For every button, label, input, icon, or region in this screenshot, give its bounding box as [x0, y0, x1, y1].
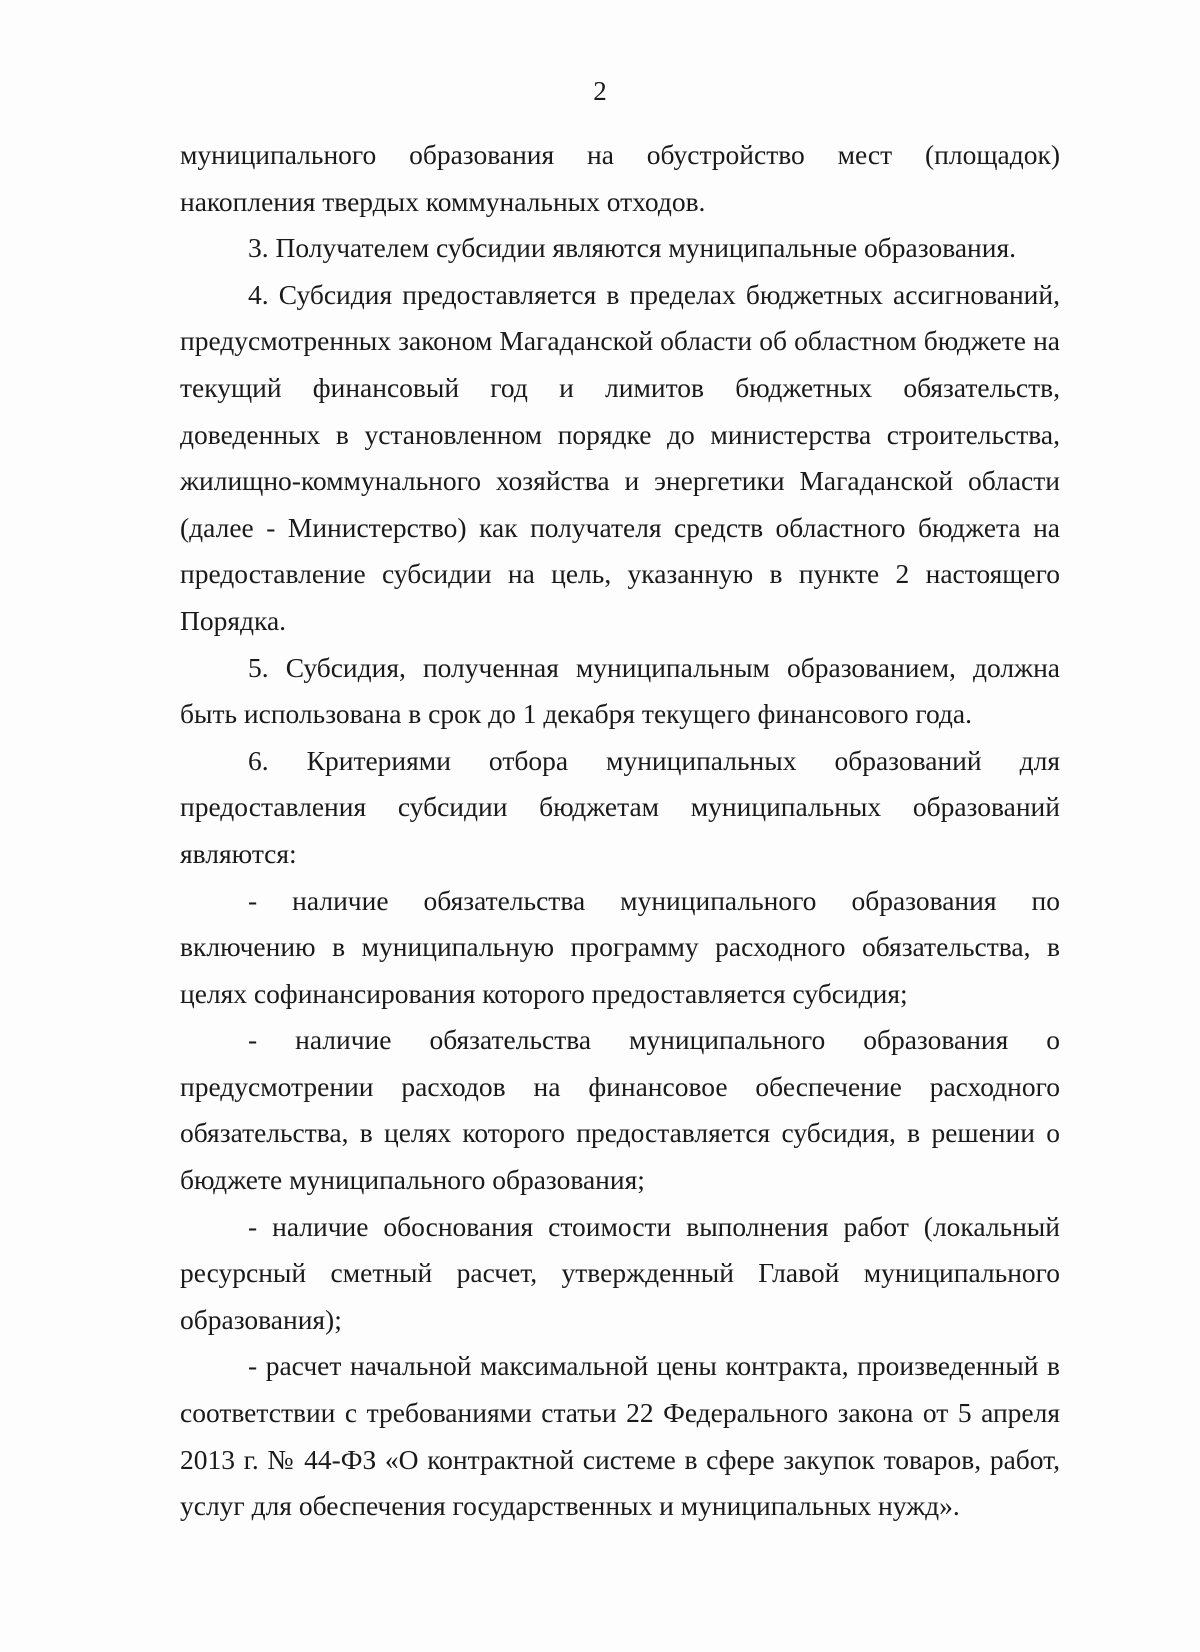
paragraph-item-5: 5. Субсидия, полученная муниципальным образованием, должна быть использована в срок до 1 декабря текущего финансового года.	[180, 651, 1060, 730]
paragraph-item-4: 4. Субсидия предоставляется в пределах бюджетных ассигнований, предусмотренных законом Магаданской области об областном бюджете на текущий финансовый год и лимитов бюджетных обязательств, доведенных в установленном порядке до министерства строительства, жилищно-коммунального хозяйства и энергетики Магаданской области (далее - Министерство) как получателя средств областного бюджета на предоставление субсидии на цель, указанную в пункте 2 настоящего Порядка.	[180, 278, 1060, 636]
paragraph-item-6: 6. Критериями отбора муниципальных образований для предоставления субсидии бюджетам муниципальных образований являются:	[180, 744, 1060, 869]
document-body	[180, 132, 1060, 1530]
paragraph-continuation: муниципального образования на обустройство мест (площадок) накопления твердых коммунальных отходов.	[180, 139, 1060, 217]
page-number: 2	[593, 76, 607, 106]
criterion-contract-price: - расчет начальной максимальной цены контракта, произведенный в соответствии с требованиями статьи 22 Федерального закона от 5 апреля 2013 г. № 44-ФЗ «О контрактной системе в сфере закупок товаров, работ, услуг для обеспечения государственных и муниципальных нужд».	[180, 1350, 1060, 1522]
paragraph-item-3: 3. Получателем субсидии являются муниципальные образования.	[248, 232, 1016, 264]
criterion-cost-justification: - наличие обоснования стоимости выполнения работ (локальный ресурсный сметный расчет, утвержденный Главой муниципального образования);	[180, 1210, 1060, 1335]
criterion-budget-provision: - наличие обязательства муниципального образования о предусмотрении расходов на финансовое обеспечение расходного обязательства, в целях которого предоставляется субсидия, в решении о бюджете муниципального образования;	[180, 1024, 1060, 1196]
criterion-program-inclusion: - наличие обязательства муниципального образования по включению в муниципальную программу расходного обязательства, в целях софинансирования которого предоставляется субсидия;	[180, 884, 1060, 1009]
